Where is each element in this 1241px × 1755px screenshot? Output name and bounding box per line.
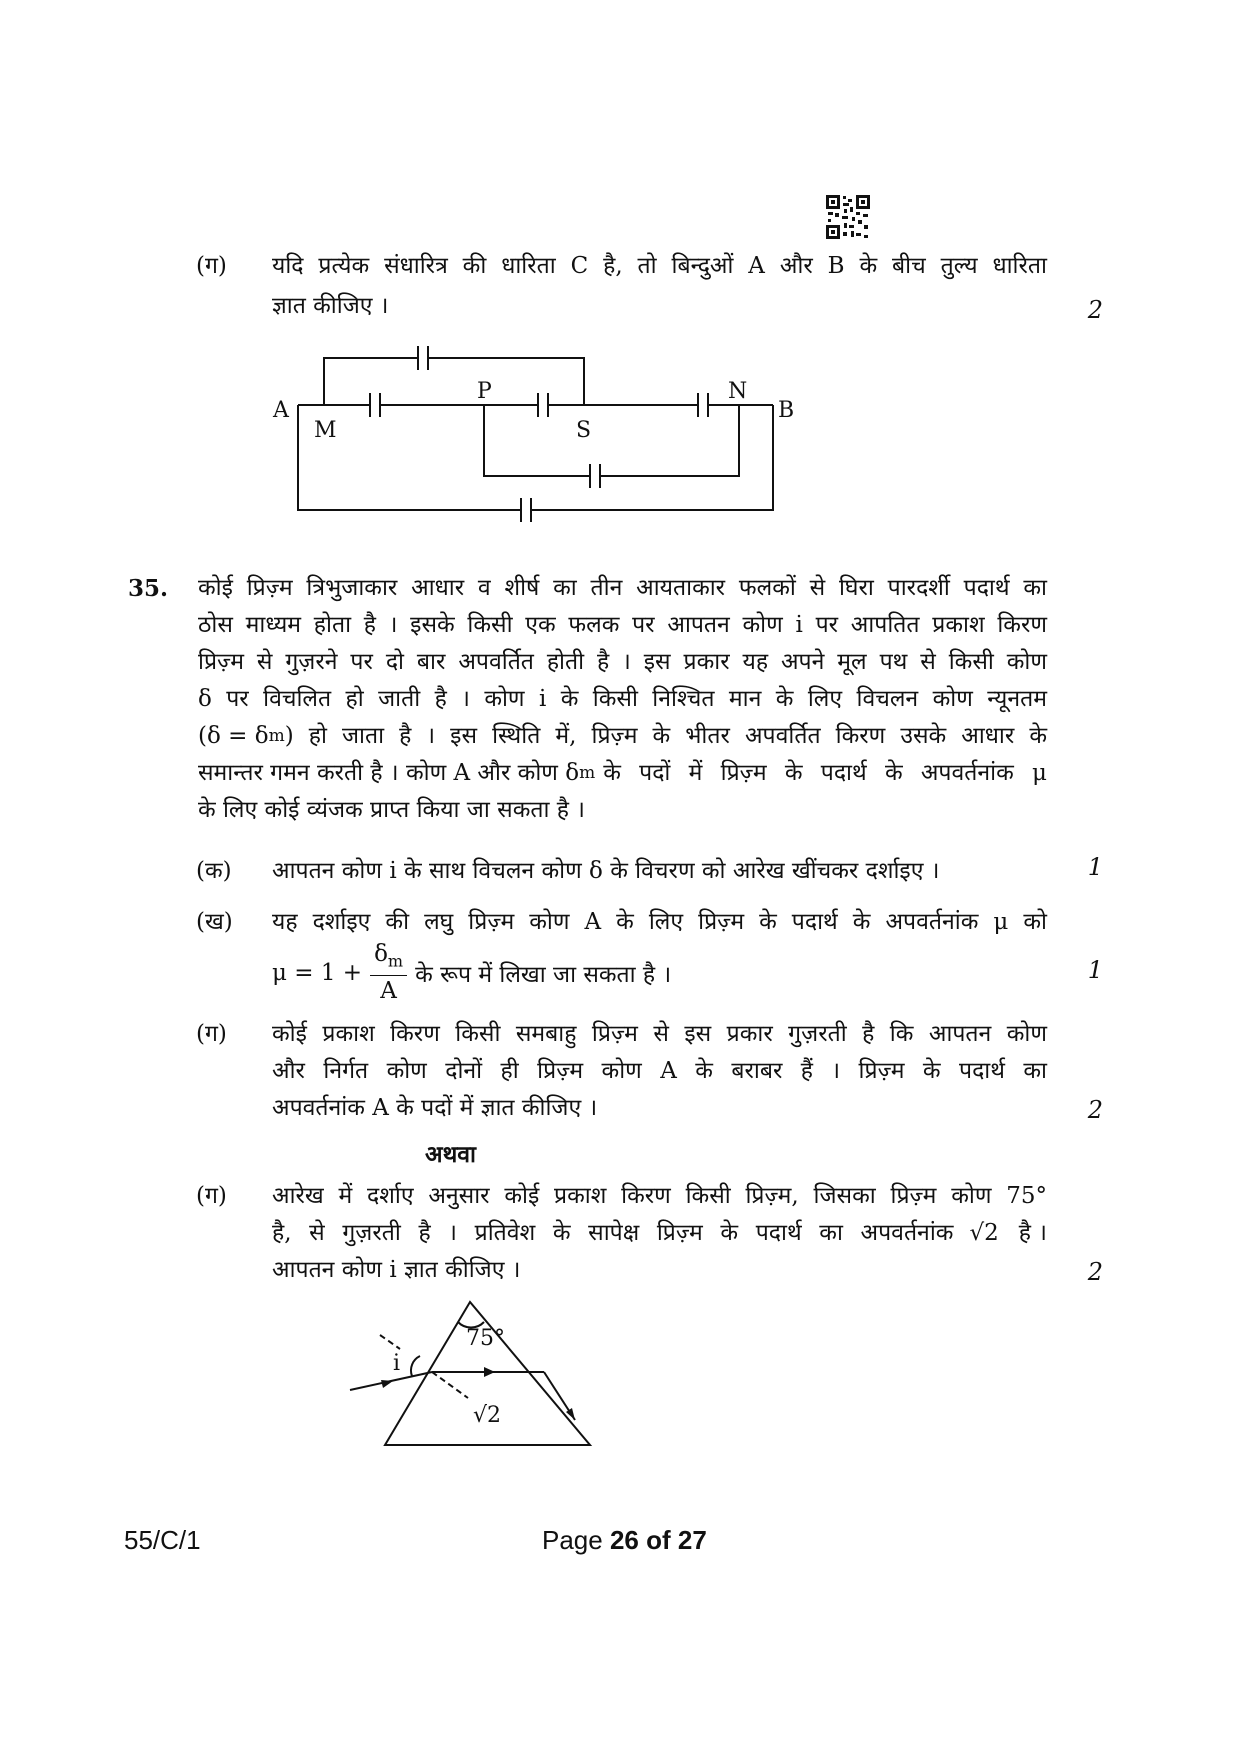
fraction-num-sub: m — [387, 951, 404, 971]
sub-c-label: (ग) — [196, 1021, 227, 1047]
q35-line6-sub: m — [579, 763, 596, 783]
page-prefix: Page — [542, 1525, 610, 1555]
prism-angle-label: 75° — [466, 1326, 505, 1351]
paper-code: 55/C/1 — [124, 1525, 201, 1555]
sub-c-alt-line3: आपतन कोण i ज्ञात कीजिए । — [272, 1257, 521, 1283]
sub-b-marks: 1 — [1087, 956, 1103, 984]
sub-c-alt-line1: आरेख में दर्शाए अनुसार कोई प्रकाश किरण किसी प्रिज़्म, जिसका प्रिज़्म कोण 75° — [272, 1183, 1047, 1209]
capacitor-circuit-diagram — [270, 340, 795, 520]
q35-para-line5 — [198, 718, 1047, 755]
circuit-label-b: B — [778, 398, 795, 423]
question-number: 35. — [128, 575, 169, 602]
q35-para-line1: कोई प्रिज़्म त्रिभुजाकार आधार व शीर्ष का तीन आयताकार फलकों से घिरा पारदर्शी पदार्थ का — [198, 575, 1047, 601]
q35-para-line3: प्रिज़्म से गुज़रने पर दो बार अपवर्तित होती है । इस प्रकार यह अपने मूल पथ से किसी कोण — [198, 649, 1047, 675]
formula-fraction — [370, 940, 407, 1007]
part-c-marks: 2 — [1087, 296, 1103, 324]
circuit-label-m: M — [314, 418, 337, 443]
sub-c-alt-line2-part1: है, से गुज़रती है । प्रतिवेश के सापेक्ष प्रिज़्म के पदार्थ का अपवर्तनांक — [272, 1220, 954, 1246]
page-of: of — [638, 1525, 678, 1555]
sub-b-line1: यह दर्शाइए की लघु प्रिज़्म कोण A के लिए प्रिज़्म के पदार्थ के अपवर्तनांक μ को — [272, 909, 1047, 935]
part-c-label: (ग) — [196, 253, 227, 279]
formula-lhs: μ = 1 + — [272, 960, 363, 986]
sub-c-marks: 2 — [1087, 1096, 1103, 1124]
qr-code — [826, 195, 870, 239]
q35-line5-part2: ) हो जाता है । इस स्थिति में, प्रिज़्म के भीतर अपवर्तित किरण उसके आधार के — [284, 723, 1047, 749]
fraction-numerator — [370, 940, 407, 977]
sub-a-marks: 1 — [1087, 853, 1103, 881]
sub-a-text: आपतन कोण i के साथ विचलन कोण δ के विचरण को आरेख खींचकर दर्शाइए । — [272, 858, 940, 884]
circuit-label-n: N — [728, 379, 748, 404]
q35-line5-part1: (δ = δ — [198, 723, 269, 749]
q35-para-line7: के लिए कोई व्यंजक प्राप्त किया जा सकता है । — [198, 797, 585, 823]
part-c-text-line2: ज्ञात कीजिए । — [272, 293, 389, 319]
sub-c-alt-marks: 2 — [1087, 1258, 1103, 1286]
incidence-angle-label: i — [393, 1351, 401, 1376]
part-c-text-line1: यदि प्रत्येक संधारित्र की धारिता C है, तो बिन्दुओं A और B के बीच तुल्य धारिता — [272, 253, 1047, 279]
q35-para-line6 — [198, 755, 1047, 792]
sub-c-line2: और निर्गत कोण दोनों ही प्रिज़्म कोण A के बराबर हैं । प्रिज़्म के पदार्थ का — [272, 1058, 1047, 1084]
page-number — [542, 1525, 707, 1556]
sub-c-line3: अपवर्तनांक A के पदों में ज्ञात कीजिए । — [272, 1095, 598, 1121]
q35-para-line4: δ पर विचलित हो जाती है । कोण i के किसी निश्चित मान के लिए विचलन कोण न्यूनतम — [198, 686, 1047, 712]
prism-diagram — [340, 1295, 600, 1465]
sub-c-alt-line2-part2: है । — [1018, 1220, 1047, 1246]
sub-c-alt-line2 — [272, 1215, 1047, 1252]
q35-line5-sub: m — [268, 726, 285, 746]
refractive-index-label: √2 — [473, 1403, 502, 1428]
q35-line6-part1: समान्तर गमन करती है । कोण A और कोण δ — [198, 760, 580, 786]
page-total: 27 — [677, 1525, 707, 1555]
sub-b-formula — [272, 940, 671, 1006]
circuit-label-p: P — [477, 379, 492, 404]
sub-b-label: (ख) — [196, 909, 233, 935]
fraction-denominator: A — [380, 978, 397, 1005]
fraction-num-symbol: δ — [374, 940, 388, 967]
sub-a-label: (क) — [196, 858, 232, 884]
page-current: 26 — [609, 1525, 639, 1555]
circuit-label-a: A — [273, 398, 289, 423]
sub-c-alt-label: (ग) — [196, 1183, 227, 1209]
formula-rest: के रूप में लिखा जा सकता है । — [415, 962, 672, 988]
sub-c-alt-sqrt: √2 — [969, 1220, 999, 1246]
q35-line6-part2: के पदों में प्रिज़्म के पदार्थ के अपवर्तनांक μ — [603, 760, 1047, 786]
or-label: अथवा — [425, 1141, 477, 1168]
q35-para-line2: ठोस माध्यम होता है । इसके किसी एक फलक पर आपतन कोण i पर आपतित प्रकाश किरण — [198, 612, 1047, 638]
sub-c-line1: कोई प्रकाश किरण किसी समबाहु प्रिज़्म से इस प्रकार गुज़रती है कि आपतन कोण — [272, 1021, 1047, 1047]
circuit-label-s: S — [576, 418, 592, 443]
